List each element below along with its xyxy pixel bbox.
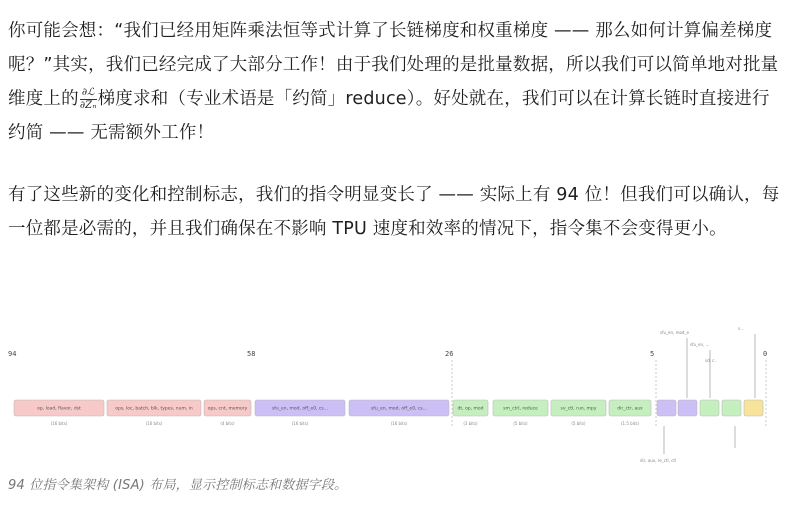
isa-field-label-7: sv_ctl, run, mpy — [560, 406, 597, 412]
isa-field-size-6: (5 bits) — [513, 421, 528, 426]
instruction-fields — [14, 400, 763, 426]
gradient-fraction-formula — [80, 88, 97, 111]
isa-field-box-10 — [678, 400, 697, 416]
isa-field-box-11 — [700, 400, 719, 416]
isa-field-label-1: ops, loc, batch, blk, types, num, in — [115, 406, 193, 412]
isa-field-size-1: (16 bits) — [145, 421, 163, 426]
isa-field-size-5: (3 bits) — [463, 421, 478, 426]
isa-layout-figure — [0, 318, 787, 468]
isa-field-label-5: dt, op, mod — [457, 406, 484, 412]
isa-field-label-8: dir_ctr, aux — [617, 406, 643, 412]
isa-field-label-2: ops, cnt, memory — [207, 406, 248, 412]
paragraph-text-before-math: 你可能会想：“我们已经用矩阵乘法恒等式计算了长链梯度和权重梯度 —— 那么如何计算偏差梯度呢？”其实，我们已经完成了大部分工作！由于我们处理的是批量数据，所以我们可以简单地对批量维度上的 — [8, 21, 779, 109]
bit-label-26: 26 — [445, 350, 454, 358]
isa-field-box-13 — [744, 400, 763, 416]
annotation-top-3: sd, c.. — [705, 358, 717, 363]
isa-field-box-12 — [722, 400, 741, 416]
article-body — [8, 14, 780, 246]
isa-field-label-0: op, load, flavor, dst — [37, 406, 81, 412]
paragraph-instruction-length: 有了这些新的变化和控制标志，我们的指令明显变长了 —— 实际上有 94 位！但我们可以确认，每一位都是必需的，并且我们确保在不影响 TPU 速度和效率的情况下，指令集不会变得更小。 — [8, 185, 780, 239]
paragraph-text-after-math: 梯度求和（专业术语是「约简」reduce）。好处就在，我们可以在计算长链时直接进行约简 —— 无需额外工作！ — [8, 89, 770, 143]
bit-label-58: 58 — [247, 350, 256, 358]
bit-label-94: 94 — [8, 350, 17, 358]
isa-field-size-4: (16 bits) — [390, 421, 408, 426]
formula-numerator: ∂ℒ — [81, 86, 95, 98]
figure-caption: 94 位指令集架构 (ISA) 布局，显示控制标志和数据字段。 — [8, 478, 348, 493]
isa-field-label-4: sfu_en, mod, off_e0, cs... — [370, 406, 428, 412]
bit-label-0: 0 — [763, 350, 768, 358]
annotation-top-1: sfu_en, mod_e — [660, 330, 689, 335]
annotation-top-2: sfu_en, ... — [690, 342, 710, 347]
isa-field-size-8: (1.5 bits) — [620, 421, 640, 426]
isa-field-size-2: (4 bits) — [220, 421, 235, 426]
isa-field-size-0: (16 bits) — [50, 421, 68, 426]
formula-denominator: ∂Zₙ — [79, 99, 97, 111]
isa-layout-diagram — [0, 318, 787, 468]
isa-field-size-7: (5 bits) — [571, 421, 586, 426]
isa-field-label-6: sm_ctrl, reduce — [503, 406, 538, 412]
annotation-bottom-1: dir, aux, re_ctl, ctl — [640, 458, 677, 463]
paragraph-bias-gradient — [8, 14, 780, 150]
annotation-top-4: s... — [738, 326, 744, 331]
isa-field-size-3: (16 bits) — [291, 421, 309, 426]
bit-label-5: 5 — [650, 350, 655, 358]
isa-field-label-3: sfu_en, mod, off_e0, cs... — [271, 406, 329, 412]
isa-field-box-9 — [657, 400, 676, 416]
